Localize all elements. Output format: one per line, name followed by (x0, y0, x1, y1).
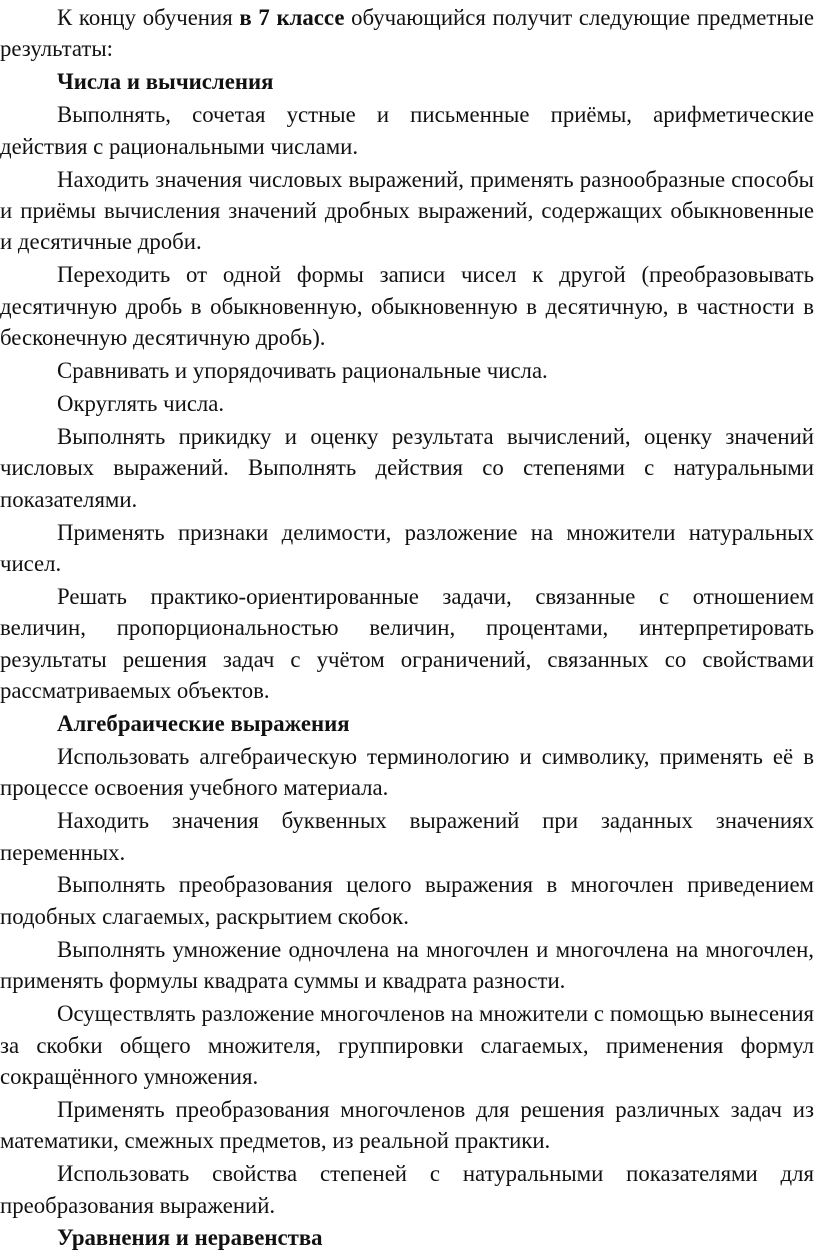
intro-text-before: К концу обучения (57, 5, 240, 30)
document-page (0, 2, 814, 1255)
algebra-paragraph-4: Выполнять умножение одночлена на многочлен и многочлена на многочлен, применять формулы квадрата суммы и квадрата разности. (0, 936, 814, 994)
numbers-paragraph-1: Выполнять, сочетая устные и письменные приёмы, арифметические действия с рациональными числами. (0, 102, 814, 159)
intro-paragraph (0, 2, 814, 65)
numbers-paragraph-5: Округлять числа. (57, 390, 225, 416)
section-heading-algebraic-expressions: Алгебраические выражения (57, 710, 350, 736)
section-heading-equations: Уравнения и неравенства (57, 1225, 323, 1251)
intro-text-after: обучающийся получит следующие предметные результаты: (0, 5, 814, 62)
algebra-paragraph-5: Осуществлять разложение многочленов на множители с помощью вынесения за скобки общего множителя, группировки слагаемых, применения формул сокращённого умножения. (0, 1001, 814, 1089)
algebra-paragraph-6: Применять преобразования многочленов для решения различных задач из математики, смежных предметов, из реальной практики. (0, 1096, 814, 1154)
section-heading-numbers: Числа и вычисления (57, 69, 274, 95)
algebra-paragraph-1: Использовать алгебраическую терминологию и символику, применять её в процессе освоения учебного материала. (0, 743, 814, 801)
numbers-paragraph-4: Сравнивать и упорядочивать рациональные числа. (57, 357, 548, 383)
numbers-paragraph-2: Находить значения числовых выражений, применять разнообразные способы и приёмы вычисления значений дробных выражений, содержащих обыкновенные и десятичные дроби. (0, 166, 814, 255)
algebra-paragraph-3: Выполнять преобразования целого выражения в многочлен приведением подобных слагаемых, раскрытием скобок. (0, 872, 814, 929)
algebra-paragraph-7: Использовать свойства степеней с натуральными показателями для преобразования выражений. (0, 1161, 814, 1218)
intro-text-bold: в 7 классе (239, 5, 345, 30)
numbers-paragraph-8: Решать практико-ориентированные задачи, связанные с отношением величин, пропорциональностью величин, процентами, интерпретировать результаты решения задач с учётом ограничений, связанных со свойствами рассматриваемых объектов. (0, 583, 814, 704)
numbers-paragraph-7: Применять признаки делимости, разложение на множители натуральных чисел. (0, 519, 814, 576)
numbers-paragraph-3: Переходить от одной формы записи чисел к другой (преобразовывать десятичную дробь в обыкновенную, обыкновенную в десятичную, в частности в бесконечную десятичную дробь). (0, 262, 814, 351)
numbers-paragraph-6: Выполнять прикидку и оценку результата вычислений, оценку значений числовых выражений. Выполнять действия со степенями с натуральными показателями. (0, 423, 814, 512)
algebra-paragraph-2: Находить значения буквенных выражений при заданных значениях переменных. (0, 808, 814, 865)
